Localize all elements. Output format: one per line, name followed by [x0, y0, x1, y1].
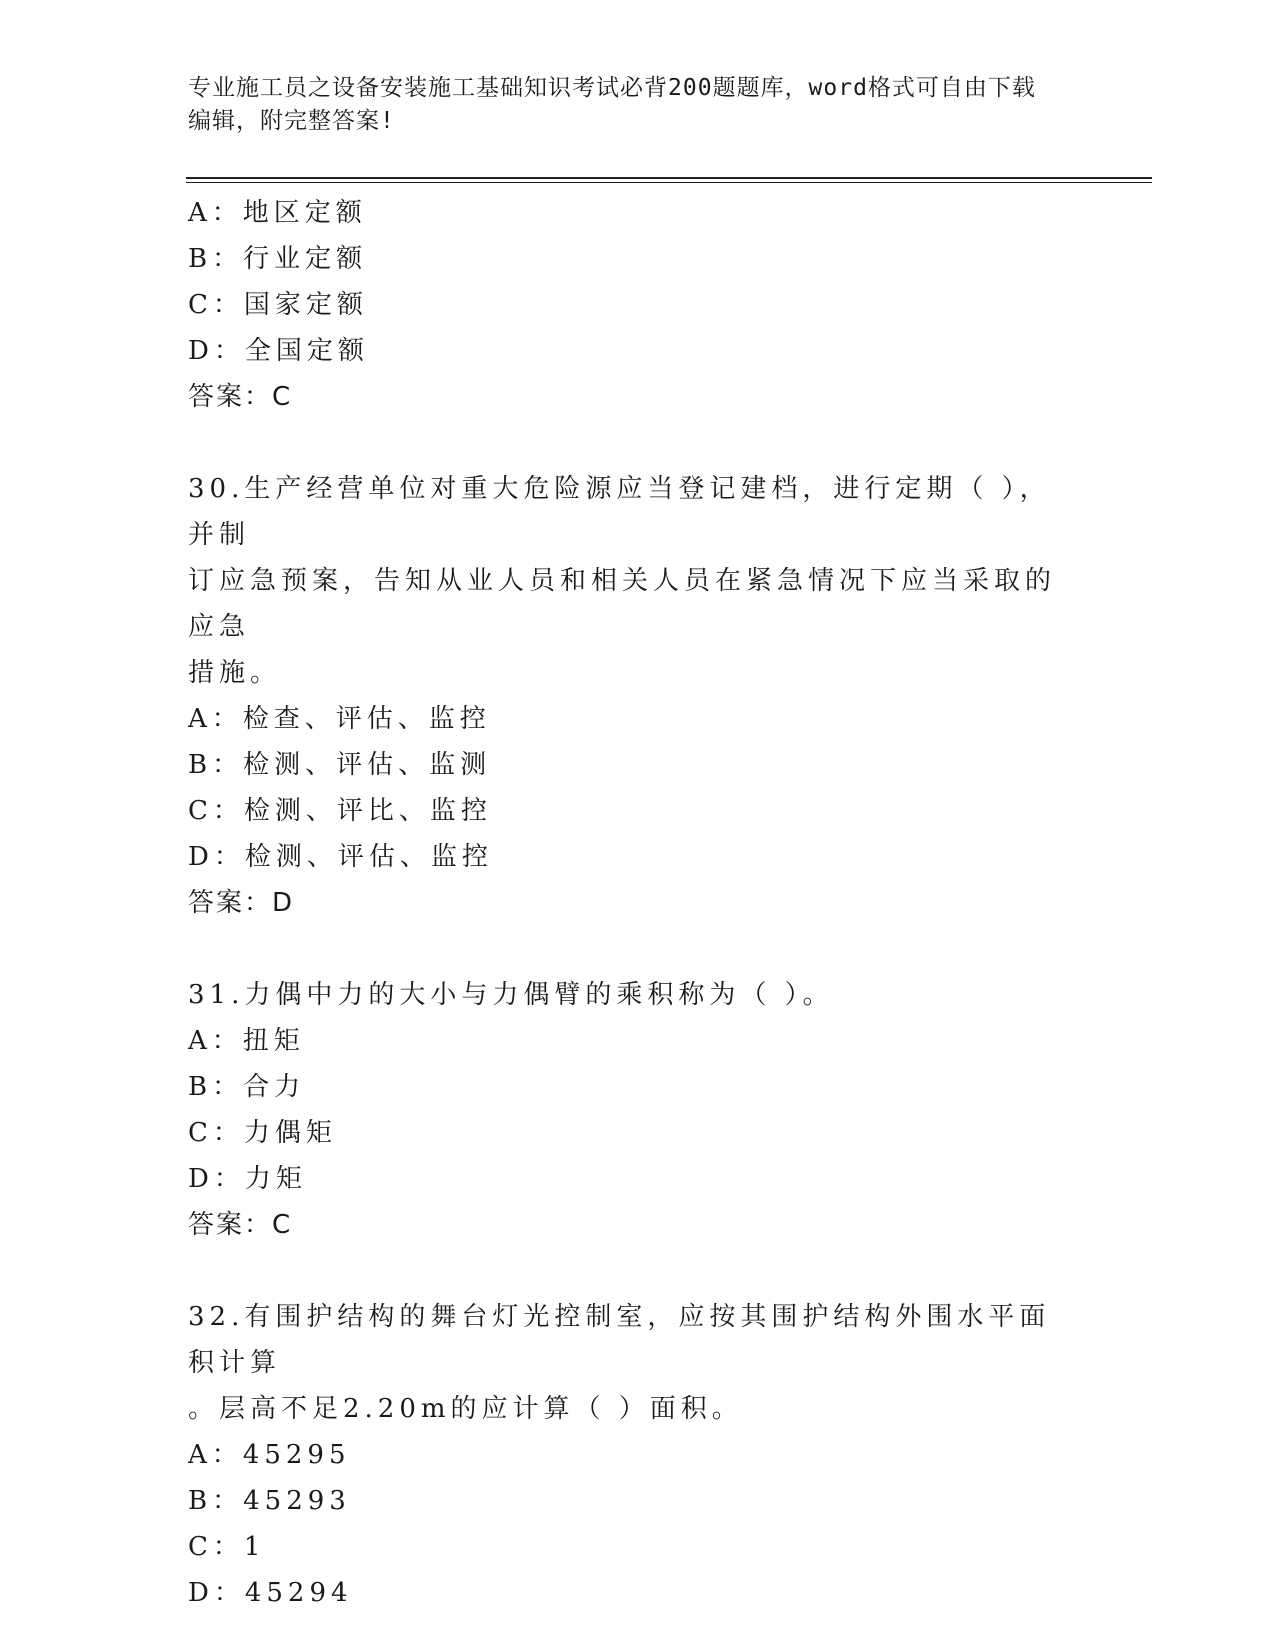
question-content	[188, 190, 1088, 1616]
question-29	[188, 190, 1088, 420]
option-c: C：1	[188, 1532, 266, 1562]
option-c: C：国家定额	[188, 290, 368, 320]
question-text-line-3: 措施。	[188, 658, 282, 688]
answer: 答案：C	[188, 382, 293, 412]
option-a: A：扭矩	[188, 1026, 305, 1056]
option-b: B：45293	[188, 1486, 351, 1516]
option-c: C：力偶矩	[188, 1118, 337, 1148]
question-text-line-1: 31.力偶中力的大小与力偶臂的乘积称为（ ）。	[188, 980, 834, 1010]
option-d: D：45294	[188, 1578, 353, 1608]
option-b: B：检测、评估、监测	[188, 750, 492, 780]
header-rule-thin	[186, 182, 1152, 183]
question-32	[188, 1294, 1088, 1616]
answer: 答案：D	[188, 888, 295, 918]
option-b: B：合力	[188, 1072, 306, 1102]
document-header	[188, 72, 1088, 138]
question-text-line-1: 30.生产经营单位对重大危险源应当登记建档，进行定期（ ），并制	[188, 474, 1051, 550]
option-c: C：检测、评比、监控	[188, 796, 492, 826]
question-31	[188, 972, 1088, 1248]
option-d: D：全国定额	[188, 336, 369, 366]
option-a: A：45295	[188, 1440, 351, 1470]
option-a: A：地区定额	[188, 198, 367, 228]
question-text-line-2: 订应急预案，告知从业人员和相关人员在紧急情况下应当采取的应急	[188, 566, 1057, 642]
option-d: D：检测、评估、监控	[188, 842, 493, 872]
question-text-line-1: 32.有围护结构的舞台灯光控制室，应按其围护结构外围水平面积计算	[188, 1302, 1051, 1378]
option-d: D：力矩	[188, 1164, 307, 1194]
option-a: A：检查、评估、监控	[188, 704, 491, 734]
answer: 答案：C	[188, 1210, 293, 1240]
header-line-1: 专业施工员之设备安装施工基础知识考试必背200题题库，word格式可自由下载	[188, 75, 1036, 101]
question-30	[188, 466, 1088, 926]
question-text-line-2: 。层高不足2.20m的应计算（ ）面积。	[188, 1394, 743, 1424]
option-b: B：行业定额	[188, 244, 368, 274]
header-line-2: 编辑，附完整答案!	[188, 108, 395, 134]
header-rule-thick	[186, 177, 1152, 179]
